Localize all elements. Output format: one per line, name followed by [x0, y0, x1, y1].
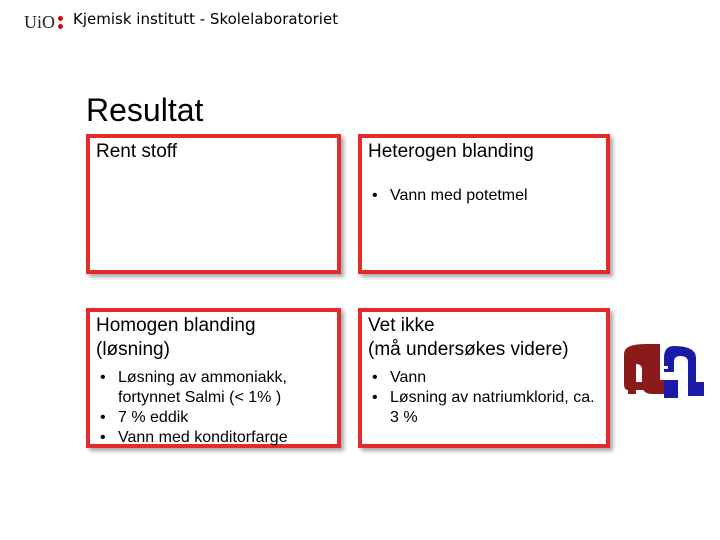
box-rent-stoff — [86, 134, 341, 274]
box-title: Rent stoff — [96, 141, 177, 162]
magnet-icon — [624, 340, 712, 404]
logo-dot — [58, 24, 63, 29]
logo-dot — [58, 16, 63, 21]
box-list — [368, 368, 600, 428]
header-title: Kjemisk institutt - Skolelaboratoriet — [73, 10, 339, 28]
box-homogen-blanding — [86, 308, 341, 448]
uio-logo-icon — [24, 12, 63, 33]
box-vet-ikke — [358, 308, 610, 448]
logo-text: UiO — [24, 12, 55, 32]
logo-dots — [58, 16, 63, 29]
box-title: Vet ikke (må undersøkes videre) — [368, 315, 569, 360]
list-item: • Løsning av natriumklorid, ca. 3 % — [390, 388, 600, 428]
box-list — [368, 186, 600, 206]
box-list — [96, 368, 331, 448]
slide-title: Resultat — [86, 92, 204, 128]
list-item: • 7 % eddik — [118, 408, 331, 428]
list-item: • Vann — [390, 368, 600, 388]
list-item: • Vann med konditorfarge — [118, 428, 331, 448]
list-item: • Vann med potetmel — [390, 186, 600, 206]
box-title: Homogen blanding (løsning) — [96, 315, 256, 360]
list-item: • Løsning av ammoniakk, fortynnet Salmi (< 1% ) — [118, 368, 331, 408]
box-title: Heterogen blanding — [368, 141, 534, 162]
box-heterogen-blanding — [358, 134, 610, 274]
